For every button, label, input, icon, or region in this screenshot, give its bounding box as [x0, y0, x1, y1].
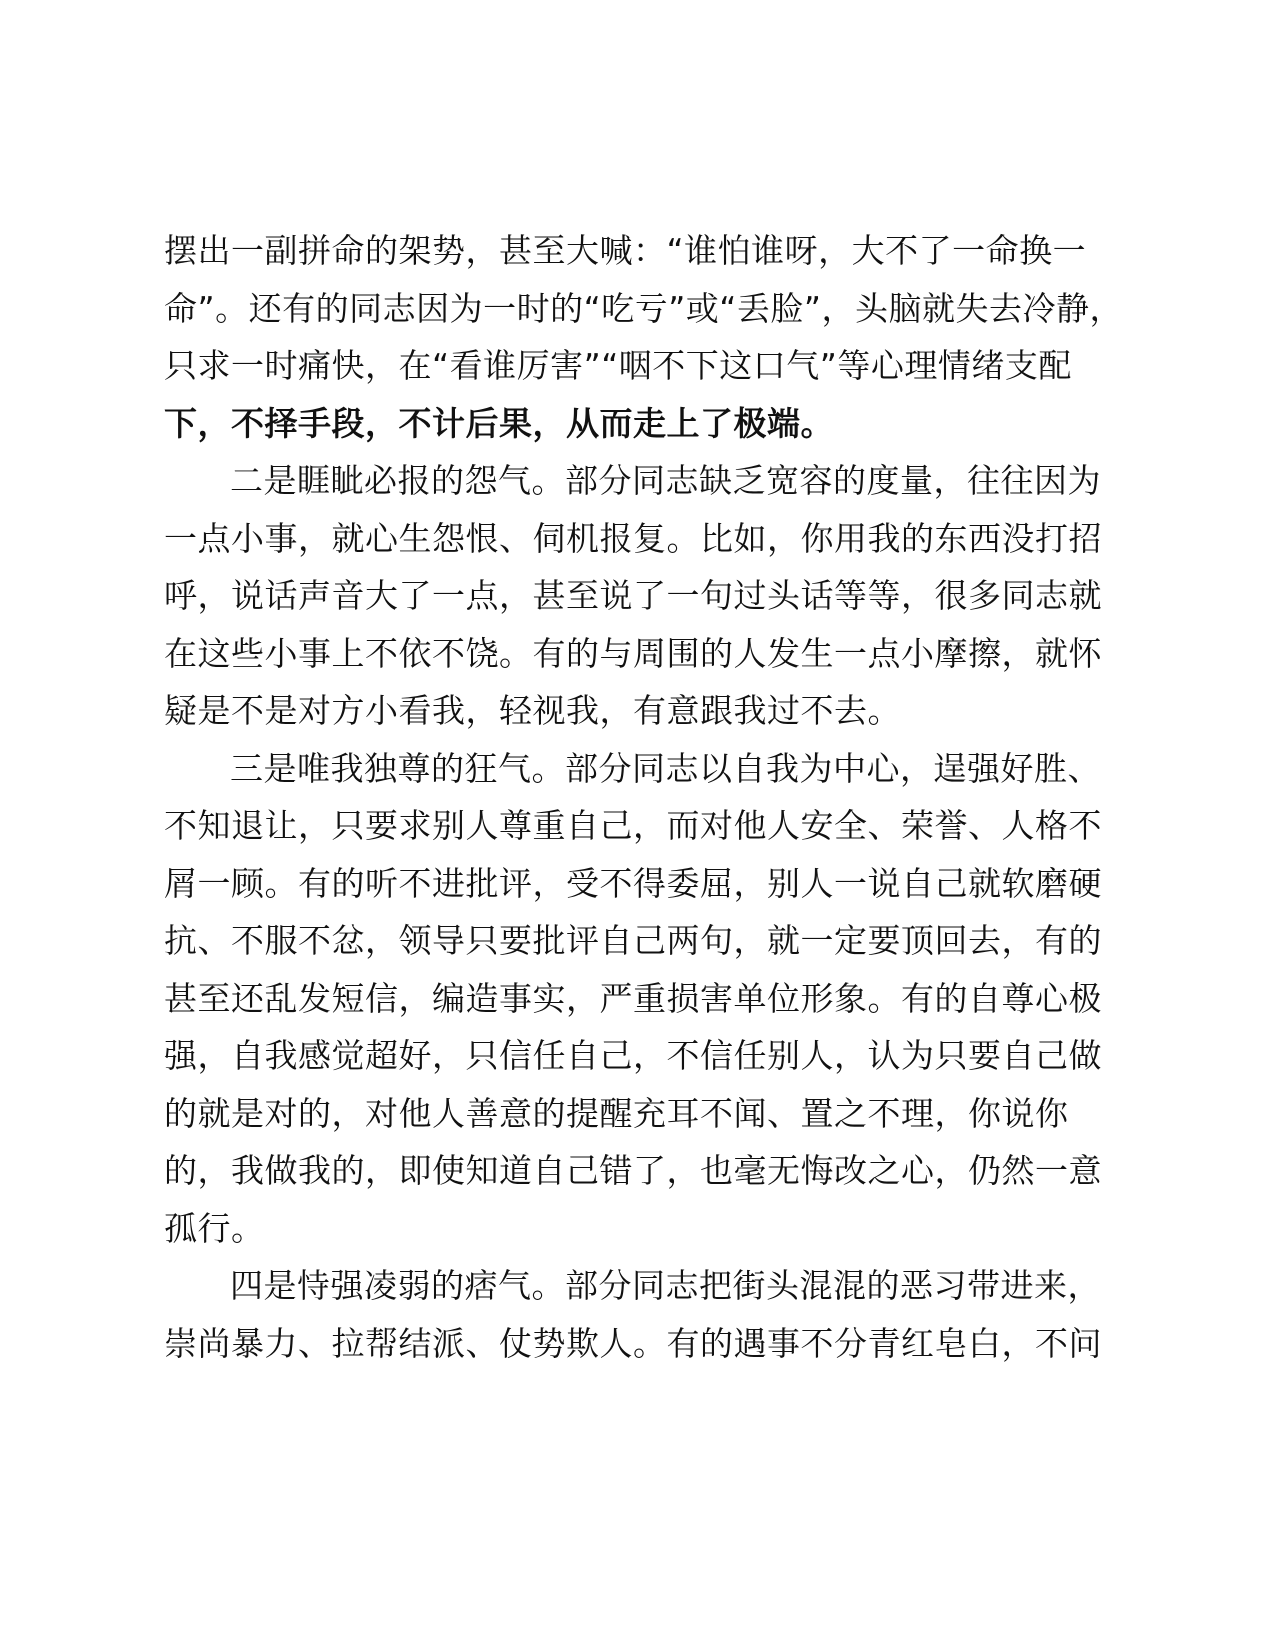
text-line: 崇尚暴力、拉帮结派、仗势欺人。有的遇事不分青红皂白，不问	[164, 1323, 1102, 1363]
text-line: 三是唯我独尊的狂气。部分同志以自我为中心，逞强好胜、	[230, 748, 1101, 788]
paragraph-continuation	[164, 222, 1123, 452]
text-line: 命”。还有的同志因为一时的“吃亏”或“丢脸”，头脑就失去冷静，	[164, 288, 1123, 328]
paragraph-bullying	[164, 1257, 1114, 1372]
text-line: 甚至还乱发短信，编造事实，严重损害单位形象。有的自尊心极	[164, 978, 1102, 1018]
text-line: 呼，说话声音大了一点，甚至说了一句过头话等等，很多同志就	[164, 576, 1102, 615]
text-line: 强，自我感觉超好，只信任自己，不信任别人，认为只要自己做	[164, 1036, 1102, 1075]
text-line: 摆出一副拼命的架势，甚至大喊：“谁怕谁呀，大不了一命换一	[164, 231, 1087, 270]
text-line: 的，我做我的，即使知道自己错了，也毫无悔改之心，仍然一意	[164, 1151, 1102, 1190]
text-line: 抗、不服不忿，领导只要批评自己两句，就一定要顶回去，有的	[164, 921, 1102, 960]
paragraph-resentment	[164, 452, 1114, 740]
text-line: 在这些小事上不依不饶。有的与周围的人发生一点小摩擦，就怀	[164, 633, 1102, 673]
document-body	[164, 222, 1123, 1372]
text-line: 孤行。	[164, 1208, 265, 1248]
paragraph-arrogance	[164, 740, 1114, 1258]
text-line: 下，不择手段，不计后果，从而走上了极端。	[164, 403, 834, 443]
text-line: 只求一时痛快，在“看谁厉害”“咽不下这口气”等心理情绪支配	[164, 346, 1072, 385]
text-line: 屑一顾。有的听不进批评，受不得委屈，别人一说自己就软磨硬	[164, 863, 1102, 903]
text-line: 不知退让，只要求别人尊重自己，而对他人安全、荣誉、人格不	[164, 806, 1102, 845]
text-line: 疑是不是对方小看我，轻视我，有意跟我过不去。	[164, 691, 901, 730]
text-line: 的就是对的，对他人善意的提醒充耳不闻、置之不理，你说你	[164, 1093, 1069, 1133]
text-line: 二是睚眦必报的怨气。部分同志缺乏宽容的度量，往往因为	[230, 461, 1101, 500]
text-line: 一点小事，就心生怨恨、伺机报复。比如，你用我的东西没打招	[164, 518, 1102, 558]
text-line: 四是恃强凌弱的痞气。部分同志把街头混混的恶习带进来，	[230, 1266, 1101, 1305]
